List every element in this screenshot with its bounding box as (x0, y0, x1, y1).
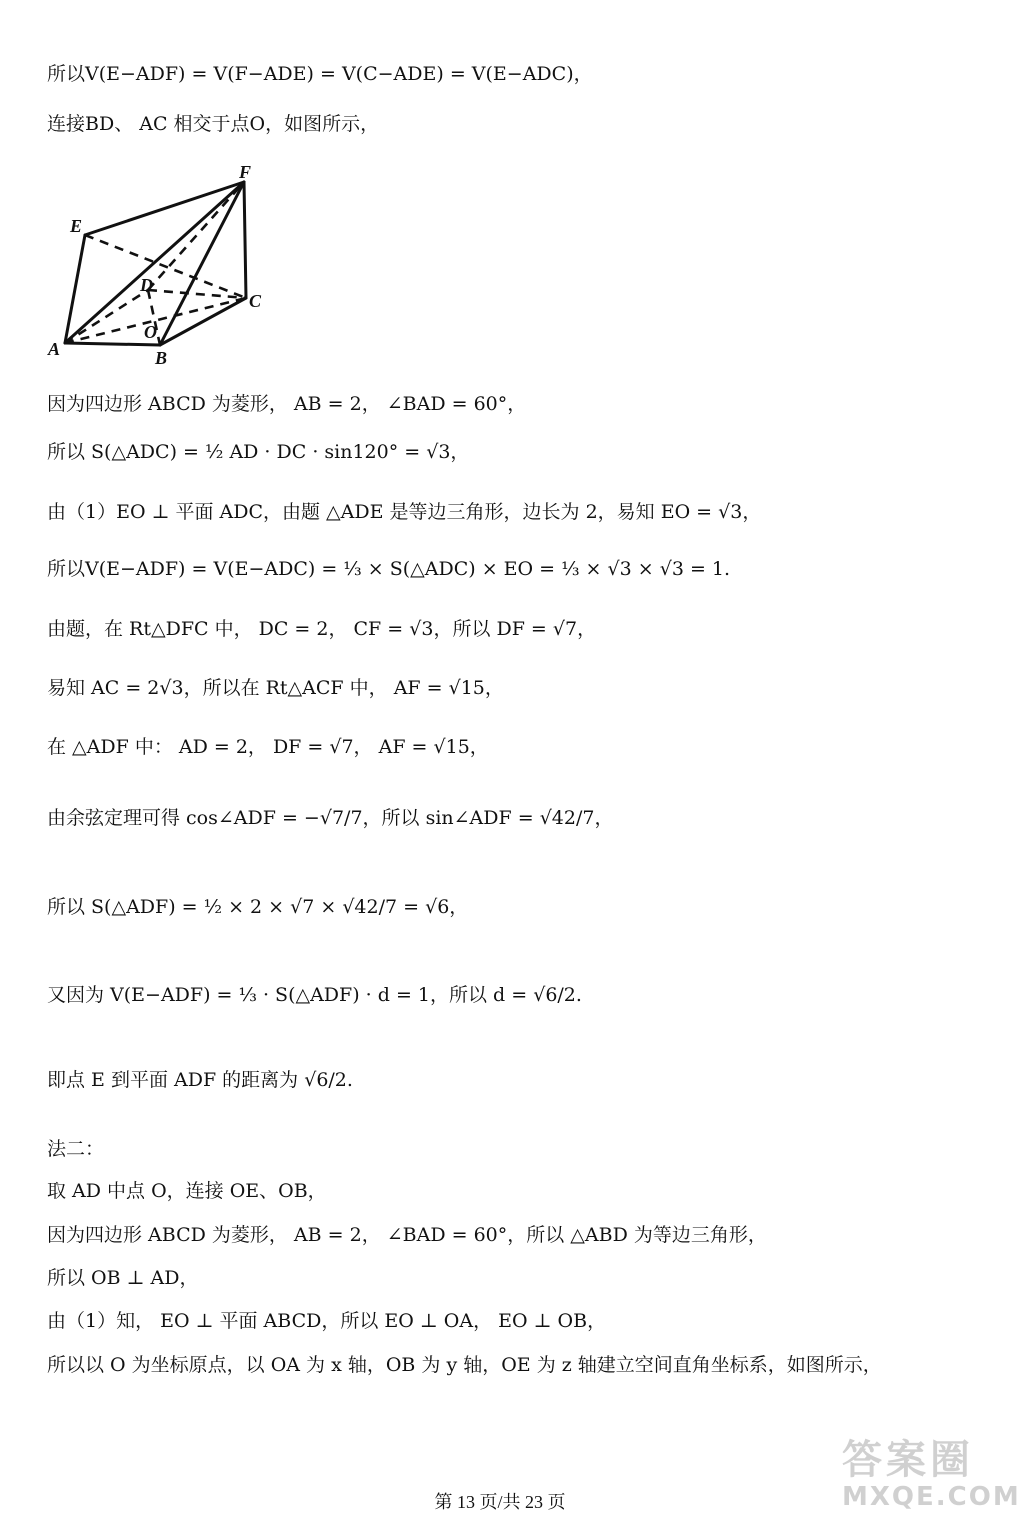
geometry-figure (40, 160, 280, 370)
text-line: 法二： (47, 1138, 105, 1160)
text-line: 所以V(E−ADF) = V(F−ADE) = V(C−ADE) = V(E−ADC)， (47, 63, 593, 85)
text-line: 所以 S(△ADC) = ½ AD · DC · sin120° = √3， (47, 441, 470, 463)
text-line: 易知 AC = 2√3，所以在 Rt△ACF 中， AF = √15， (47, 677, 504, 699)
text-line: 由题，在 Rt△DFC 中， DC = 2， CF = √3，所以 DF = √7， (47, 618, 597, 640)
watermark-text: 答案圈 (842, 1437, 974, 1483)
text-line: 因为四边形 ABCD 为菱形， AB = 2， ∠BAD = 60°，所以 △ABD 为等边三角形， (47, 1224, 767, 1246)
text-line: 由余弦定理可得 cos∠ADF = −√7/7，所以 sin∠ADF = √42/7， (47, 807, 614, 829)
text-line: 连接BD、 AC 相交于点O，如图所示， (47, 113, 380, 135)
vertex-label-c: C (249, 291, 262, 311)
vertex-label-o: O (144, 322, 157, 342)
watermark-logo (842, 1437, 1021, 1528)
text-line: 又因为 V(E−ADF) = ⅓ · S(△ADF) · d = 1，所以 d = √6/2. (47, 984, 582, 1006)
page-footer: 第 13 页/共 23 页 (434, 1492, 566, 1512)
text-line: 所以以 O 为坐标原点，以 OA 为 x 轴，OB 为 y 轴，OE 为 z 轴建立空间直角坐标系，如图所示， (47, 1354, 882, 1376)
text-line: 所以 OB ⊥ AD， (47, 1267, 199, 1289)
vertex-label-e: E (70, 216, 83, 236)
text-line: 在 △ADF 中： AD = 2， DF = √7， AF = √15， (47, 736, 489, 758)
text-line: 所以 S(△ADF) = ½ × 2 × √7 × √42/7 = √6， (47, 896, 469, 918)
watermark-url: MXQE.COM (842, 1482, 1021, 1512)
text-line: 由（1）知， EO ⊥ 平面 ABCD，所以 EO ⊥ OA， EO ⊥ OB， (47, 1310, 607, 1332)
text-line: 所以V(E−ADF) = V(E−ADC) = ⅓ × S(△ADC) × EO = ⅓ × √3 × √3 = 1. (47, 558, 731, 580)
text-line: 由（1）EO ⊥ 平面 ADC，由题 △ADE 是等边三角形，边长为 2，易知 EO = √3， (47, 501, 762, 523)
vertex-label-f: F (239, 162, 252, 182)
text-line: 即点 E 到平面 ADF 的距离为 √6/2. (47, 1069, 353, 1091)
text-line: 因为四边形 ABCD 为菱形， AB = 2， ∠BAD = 60°， (47, 393, 527, 415)
vertex-label-b: B (155, 348, 168, 368)
vertex-label-d: D (140, 275, 153, 295)
vertex-label-a: A (48, 339, 61, 359)
text-line: 取 AD 中点 O，连接 OE、OB， (47, 1180, 327, 1202)
